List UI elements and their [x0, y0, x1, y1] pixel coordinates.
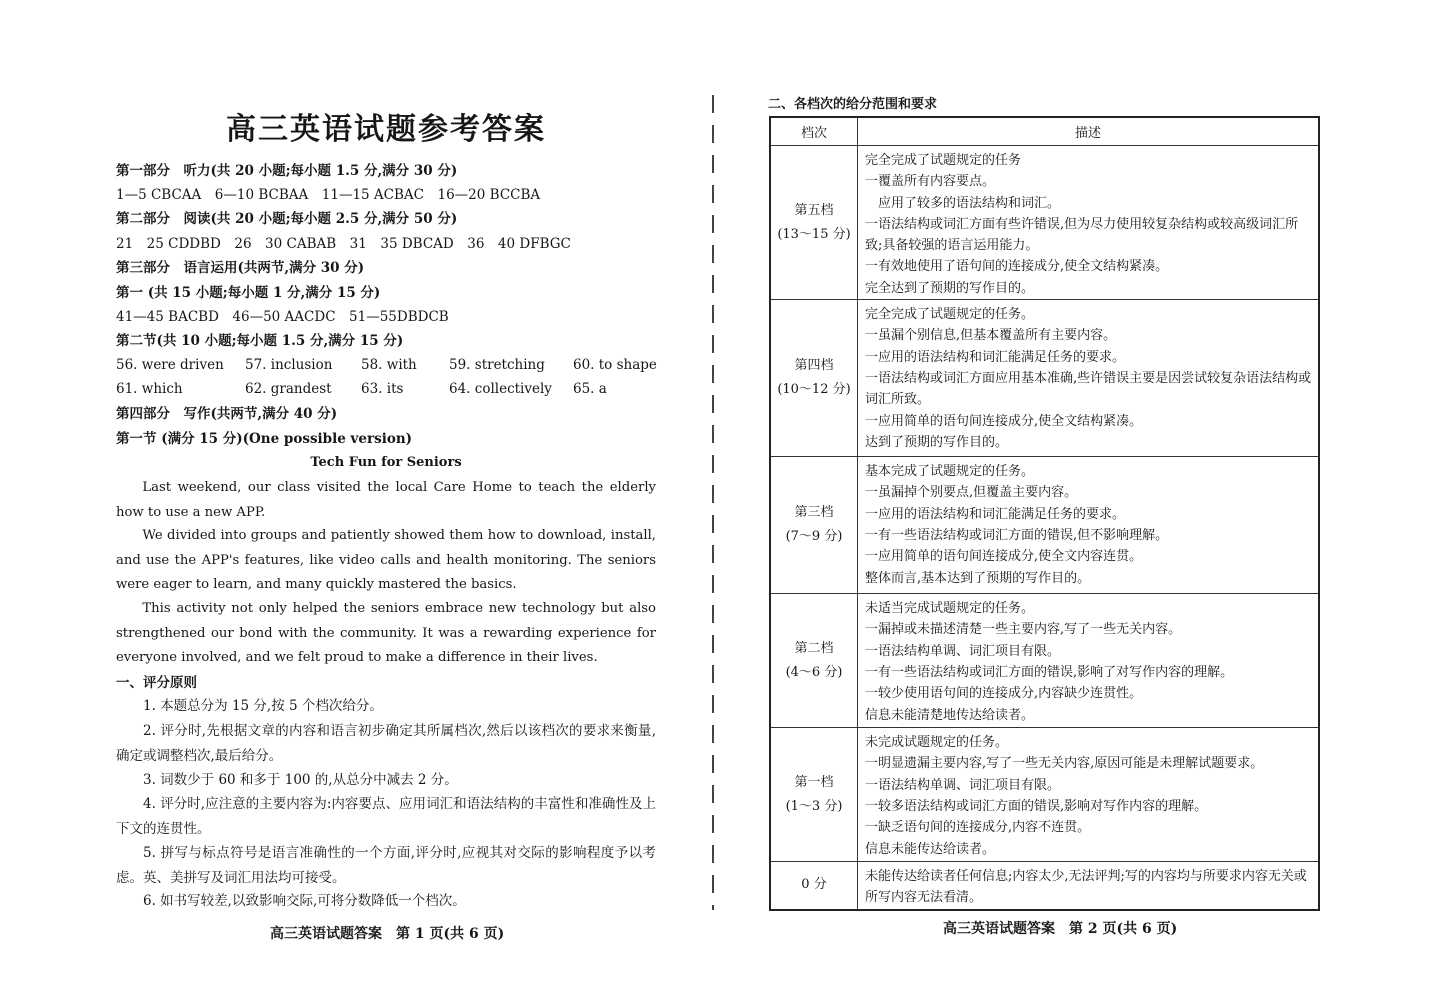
part4-heading: 第四部分 写作(共两节,满分 40 分) [116, 406, 338, 422]
essay-paragraph: This activity not only helped the seniors embrace new technology but also strengthened our bond with the community. It was a rewarding experience for everyone involved, and we felt proud to make a difference in their lives. [116, 601, 656, 666]
fill-answer: 60. to shape [573, 357, 657, 373]
level-range: (10～12 分) [777, 382, 851, 398]
table-row [770, 862, 1319, 910]
desc-line: 完全达到了预期的写作目的。 [865, 280, 1035, 296]
desc-line: 一语法结构或词汇方面有些许错误,但为尽力使用较复杂结构或较高级词汇所致;具备较强的语言运用能力。 [865, 216, 1299, 254]
fill-answer: 58. with [361, 357, 417, 373]
desc-line: 达到了预期的写作目的。 [865, 434, 1009, 450]
part1-answers: 1—5 CBCAA 6—10 BCBAA 11—15 ACBAC 16—20 BCCBA [116, 187, 541, 203]
desc-line: 一应用的语法结构和词汇能满足任务的要求。 [865, 506, 1126, 522]
desc-line: 一应用简单的语句间连接成分,使全文内容连贯。 [865, 549, 1143, 565]
part2-heading: 第二部分 阅读(共 20 小题;每小题 2.5 分,满分 50 分) [116, 211, 458, 227]
page-footer: 高三英语试题答案 第 2 页(共 6 页) [943, 921, 1178, 937]
description-cell [858, 457, 1320, 594]
grading-table [769, 116, 1320, 911]
principle-item: 2. 评分时,先根据文章的内容和语言初步确定其所属档次,然后以该档次的要求来衡量,确定或调整档次,最后给分。 [116, 723, 656, 764]
desc-line: 信息未能传达给读者。 [865, 841, 996, 857]
desc-line: 一语法结构单调、词汇项目有限。 [865, 643, 1061, 659]
table-header-row [770, 117, 1319, 146]
desc-line: 应用了较多的语法结构和词汇。 [865, 195, 1061, 211]
level-name: 第三档 [794, 505, 834, 521]
desc-line: 完全完成了试题规定的任务。 [865, 307, 1035, 323]
principles-heading: 一、评分原则 [116, 675, 197, 691]
level-cell [770, 457, 858, 594]
desc-line: 未完成试题规定的任务。 [865, 735, 1009, 751]
part2-answers: 21 25 CDDBD 26 30 CABAB 31 35 DBCAD 36 40 DFBGC [116, 236, 571, 252]
description-cell [858, 300, 1320, 457]
level-cell [770, 728, 858, 862]
level-name: 第一档 [794, 774, 834, 790]
level-cell [770, 146, 858, 300]
level-range: (13～15 分) [777, 226, 851, 242]
fill-answer: 65. a [573, 381, 607, 397]
desc-line: 一虽漏个别信息,但基本覆盖所有主要内容。 [865, 328, 1117, 344]
page-divider [712, 95, 714, 910]
principle-item: 1. 本题总分为 15 分,按 5 个档次给分。 [143, 698, 383, 714]
desc-line: 一较多语法结构或词汇方面的错误,影响对写作内容的理解。 [865, 798, 1208, 814]
part3-sec1-heading: 第一 (共 15 小题;每小题 1 分,满分 15 分) [116, 285, 381, 301]
desc-line: 一较少使用语句间的连接成分,内容缺少连贯性。 [865, 686, 1143, 702]
desc-line: 完全完成了试题规定的任务 [865, 153, 1022, 168]
table-row [770, 146, 1319, 300]
description-cell [858, 728, 1320, 862]
fill-answer: 59. stretching [449, 357, 545, 373]
table-header: 描述 [858, 117, 1320, 146]
level-range: (4～6 分) [785, 664, 843, 680]
description-cell [858, 862, 1320, 910]
left-page [0, 0, 712, 1002]
level-range: (1～3 分) [785, 798, 843, 814]
description-cell [858, 146, 1320, 300]
fill-answer: 63. its [361, 381, 404, 397]
desc-line: 整体而言,基本达到了预期的写作目的。 [865, 570, 1091, 586]
desc-line: 一有效地使用了语句间的连接成分,使全文结构紧凑。 [865, 259, 1169, 275]
desc-line: 一语法结构或词汇方面应用基本准确,些许错误主要是因尝试较复杂语法结构或词汇所致。 [865, 370, 1312, 408]
principle-item: 5. 拼写与标点符号是语言准确性的一个方面,评分时,应视其对交际的影响程度予以考虑。英、美拼写及词汇用法均可接受。 [116, 845, 656, 886]
table-row [770, 300, 1319, 457]
page-title: 高三英语试题参考答案 [226, 112, 546, 147]
level-name: 0 分 [801, 877, 827, 893]
table-row [770, 728, 1319, 862]
section-title: 二、各档次的给分范围和要求 [768, 97, 938, 112]
desc-line: 一明显遗漏主要内容,写了一些无关内容,原因可能是未理解试题要求。 [865, 756, 1264, 772]
desc-line: 一应用简单的语句间连接成分,使全文结构紧凑。 [865, 413, 1143, 429]
desc-line: 信息未能清楚地传达给读者。 [865, 707, 1035, 723]
level-cell [770, 300, 858, 457]
desc-line: 基本完成了试题规定的任务。 [865, 464, 1035, 480]
table-header: 档次 [770, 117, 858, 146]
principle-item: 6. 如书写较差,以致影响交际,可将分数降低一个档次。 [143, 893, 466, 909]
part3-sec1-answers: 41—45 BACBD 46—50 AACDC 51—55DBDCB [116, 309, 449, 325]
desc-line: 一有一些语法结构或词汇方面的错误,影响了对写作内容的理解。 [865, 664, 1234, 680]
desc-line: 一语法结构单调、词汇项目有限。 [865, 777, 1061, 793]
level-range: (7～9 分) [785, 529, 843, 545]
description-cell [858, 594, 1320, 728]
table-row [770, 594, 1319, 728]
fill-answer: 57. inclusion [245, 357, 333, 373]
essay-paragraph: Last weekend, our class visited the local Care Home to teach the elderly how to use a new APP. [116, 480, 656, 520]
desc-line: 一应用的语法结构和词汇能满足任务的要求。 [865, 349, 1126, 365]
fill-answer: 61. which [116, 381, 183, 397]
table-row [770, 457, 1319, 594]
principle-item: 3. 词数少于 60 和多于 100 的,从总分中减去 2 分。 [143, 772, 458, 788]
desc-line: 未能传达给读者任何信息;内容太少,无法评判;写的内容均与所要求内容无关或所写内容无法看清。 [865, 869, 1307, 906]
page-footer: 高三英语试题答案 第 1 页(共 6 页) [270, 926, 505, 942]
principle-item: 4. 评分时,应注意的主要内容为:内容要点、应用词汇和语法结构的丰富性和准确性及上下文的连贯性。 [116, 796, 656, 837]
essay-title: Tech Fun for Seniors [310, 455, 462, 470]
part3-heading: 第三部分 语言运用(共两节,满分 30 分) [116, 260, 365, 276]
level-cell [770, 862, 858, 910]
desc-line: 一覆盖所有内容要点。 [865, 174, 996, 190]
level-name: 第四档 [794, 358, 834, 374]
part1-heading: 第一部分 听力(共 20 小题;每小题 1.5 分,满分 30 分) [116, 163, 458, 179]
desc-line: 一缺乏语句间的连接成分,内容不连贯。 [865, 820, 1091, 836]
desc-line: 未适当完成试题规定的任务。 [865, 601, 1035, 617]
level-name: 第二档 [794, 640, 834, 656]
fill-answer: 56. were driven [116, 357, 224, 373]
desc-line: 一漏掉或未描述清楚一些主要内容,写了一些无关内容。 [865, 622, 1182, 638]
fill-answer: 62. grandest [245, 381, 332, 397]
fill-answer: 64. collectively [449, 381, 552, 397]
essay-paragraph: We divided into groups and patiently showed them how to download, install, and use the APP's features, like video calls and health monitoring. The seniors were eager to learn, and many quickly mastered the basics. [116, 528, 656, 593]
part4-sec1-heading: 第一节 (满分 15 分)(One possible version) [116, 431, 413, 447]
part3-sec2-heading: 第二节(共 10 小题;每小题 1.5 分,满分 15 分) [116, 333, 404, 349]
desc-line: 一虽漏掉个别要点,但覆盖主要内容。 [865, 485, 1078, 501]
desc-line: 一有一些语法结构或词汇方面的错误,但不影响理解。 [865, 527, 1169, 543]
level-name: 第五档 [794, 202, 834, 218]
level-cell [770, 594, 858, 728]
